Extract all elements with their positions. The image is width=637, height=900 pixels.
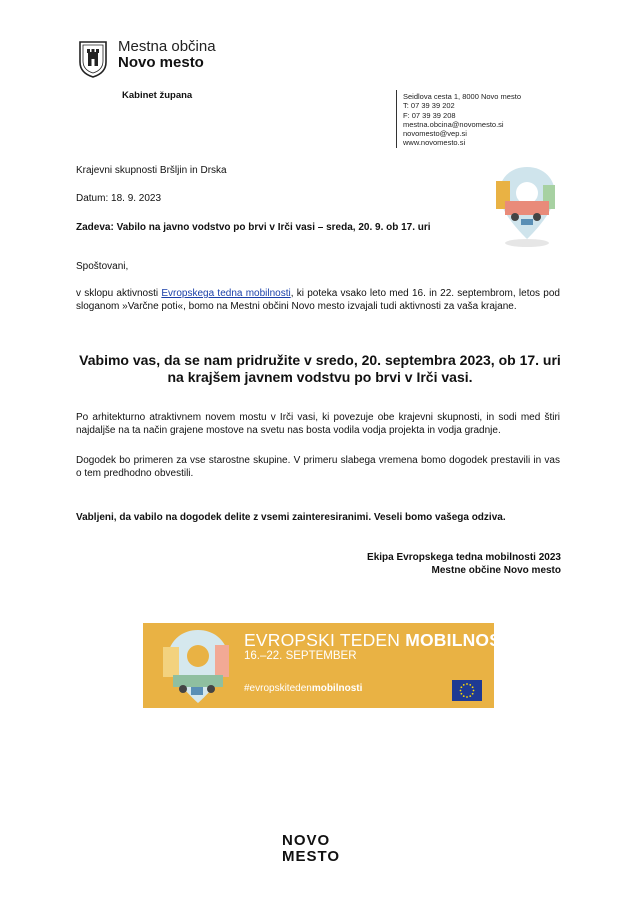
logo-line1: NOVO <box>282 832 331 849</box>
letter-subject: Zadeva: Vabilo na javno vodstvo po brvi v Irči vasi – sreda, 20. 9. ob 17. uri <box>76 222 431 233</box>
signature-line2: Mestne občine Novo mesto <box>431 565 561 576</box>
intro-text-before: v sklopu aktivnosti <box>76 288 162 299</box>
eu-flag-icon <box>452 680 482 701</box>
banner-title <box>244 630 517 651</box>
coat-of-arms-icon <box>78 40 108 78</box>
signature-block <box>300 551 561 577</box>
mobility-week-link[interactable]: Evropskega tedna mobilnosti <box>161 288 291 299</box>
office-name: Kabinet župana <box>122 90 193 101</box>
banner-dates: 16.–22. SEPTEMBER <box>244 650 357 662</box>
mobility-pin-illustration <box>493 163 561 249</box>
paragraph-bridge: Po arhitekturno atraktivnem novem mostu v Irči vasi, ki povezuje obe krajevni skupnosti, in sodi med štiri najdaljše na ta način grajene mostove na svetu nas bosta vodila vodja projekta in vodja gradnje. <box>76 412 560 436</box>
recipient: Krajevni skupnosti Bršljin in Drska <box>76 165 227 176</box>
banner-title-normal: EVROPSKI TEDEN <box>244 630 406 650</box>
contact-email-secondary[interactable]: novomesto@vep.si <box>403 129 467 139</box>
mobility-week-banner <box>143 623 518 708</box>
intro-text-after: , ki poteka vsako leto med 16. in 22. septembrom, letos pod sloganom »Varčne poti«, bomo na Mestni občini Novo mesto izvajali tudi aktivnosti za vaša krajane. <box>76 288 560 312</box>
contact-email[interactable]: mestna.obcina@novomesto.si <box>403 119 504 129</box>
greeting: Spoštovani, <box>76 261 129 272</box>
hashtag-normal: #evropskiteden <box>244 683 312 694</box>
invitation-heading: Vabimo vas, da se nam pridružite v sredo, 20. septembra 2023, ob 17. uri na krajšem javnem vodstvu po brvi v Irči vasi. <box>79 352 561 385</box>
paragraph-event: Dogodek bo primeren za vse starostne skupine. V primeru slabega vremena bomo dogodek prestavili in vas o tem predhodno obvestili. <box>76 455 560 479</box>
letter-date: Datum: 18. 9. 2023 <box>76 193 162 204</box>
contact-block <box>403 92 521 148</box>
signature-line1: Ekipa Evropskega tedna mobilnosti 2023 <box>367 552 561 563</box>
paragraph-intro <box>76 287 560 313</box>
novo-mesto-logo <box>282 833 340 865</box>
header-divider <box>396 90 397 148</box>
logo-line2: MESTO <box>282 848 341 865</box>
banner-hashtag <box>244 683 362 694</box>
contact-phone: T: 07 39 39 202 <box>403 101 455 111</box>
banner-title-bold: MOBILNOSTI <box>405 630 518 650</box>
contact-website[interactable]: www.novomesto.si <box>403 138 466 148</box>
org-name-line2: Novo mesto <box>118 54 204 71</box>
closing-line: Vabljeni, da vabilo na dogodek delite z vsemi zainteresiranimi. Veseli bomo vašega odziva. <box>76 512 506 523</box>
org-name-line1: Mestna občina <box>118 38 216 55</box>
contact-fax: F: 07 39 39 208 <box>403 110 456 120</box>
hashtag-bold: mobilnosti <box>311 683 363 694</box>
contact-address: Seidlova cesta 1, 8000 Novo mesto <box>403 92 521 101</box>
banner-pin-illustration <box>159 627 237 707</box>
